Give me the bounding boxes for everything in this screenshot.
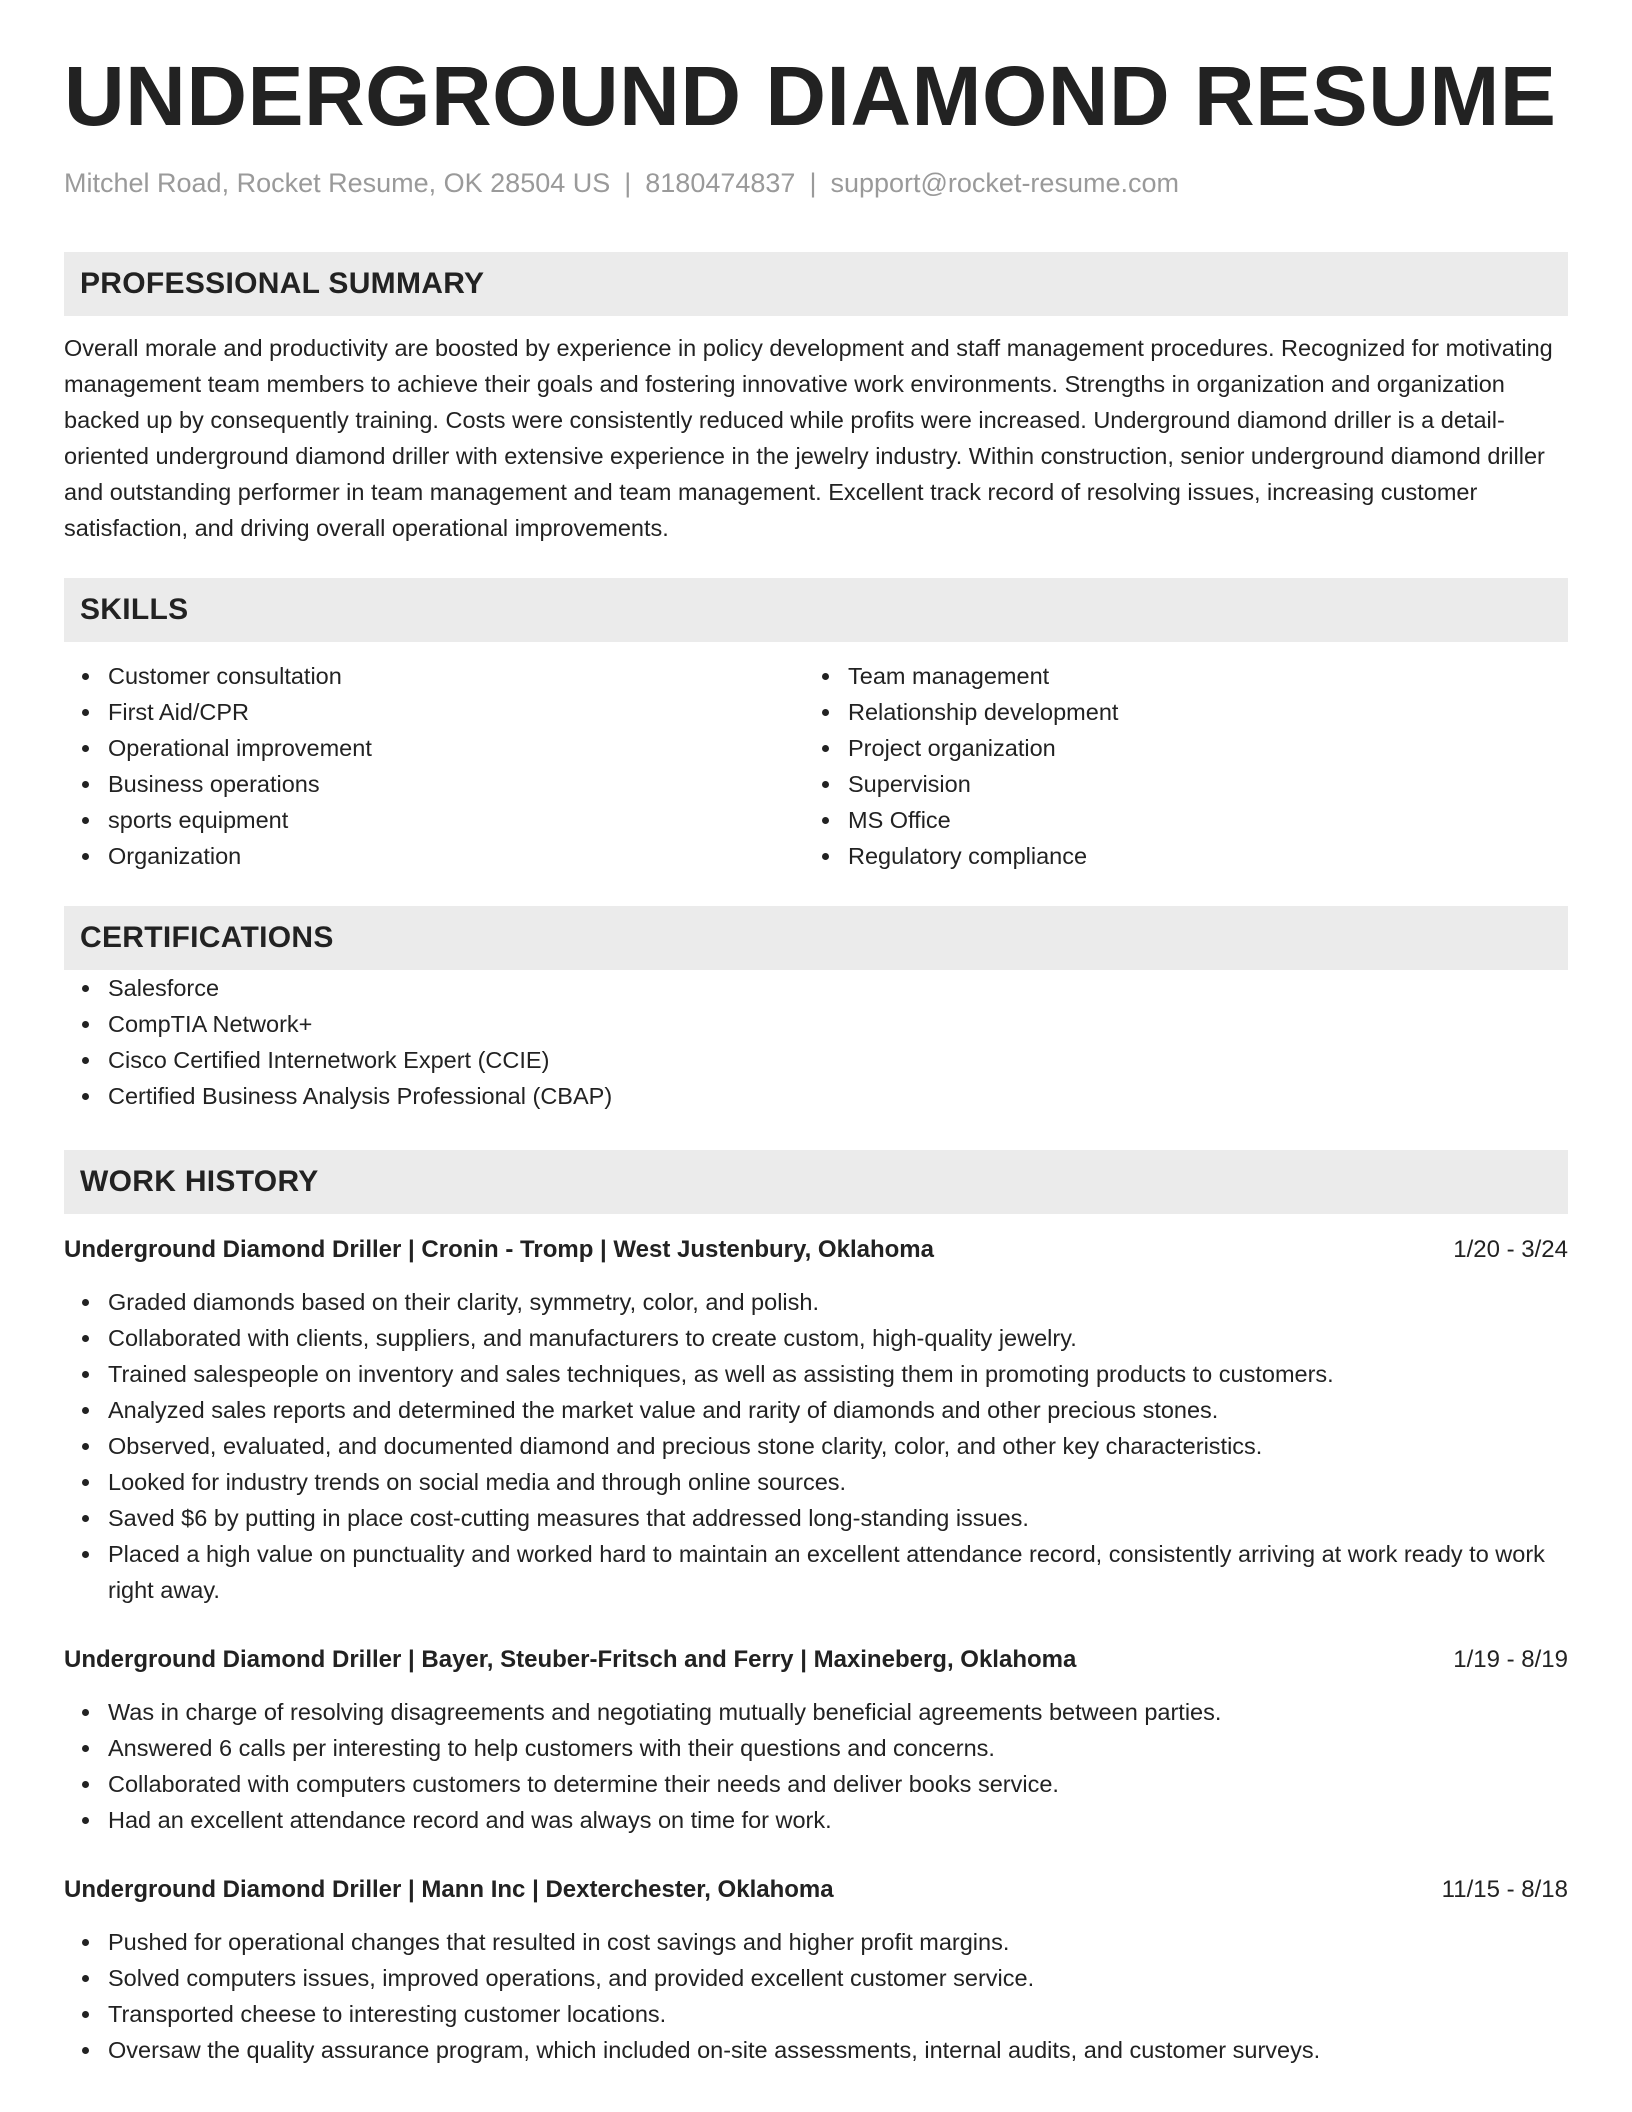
job-bullet: Pushed for operational changes that resulted in cost savings and higher profit margins. bbox=[64, 1924, 1568, 1960]
contact-email: support@rocket-resume.com bbox=[830, 168, 1179, 198]
job-bullets bbox=[64, 1924, 1568, 2068]
skill-item: Regulatory compliance bbox=[804, 838, 1544, 874]
job-bullet: Observed, evaluated, and documented diamond and precious stone clarity, color, and other key characteristics. bbox=[64, 1428, 1568, 1464]
job-entry bbox=[64, 1642, 1568, 1838]
job-title: Underground Diamond Driller | Cronin - Tromp | West Justenbury, Oklahoma bbox=[64, 1236, 934, 1264]
job-bullet: Saved $6 by putting in place cost-cutting measures that addressed long-standing issues. bbox=[64, 1500, 1568, 1536]
section-header-summary: PROFESSIONAL SUMMARY bbox=[64, 252, 1568, 316]
contact-separator: | bbox=[624, 168, 632, 198]
job-bullet: Oversaw the quality assurance program, which included on-site assessments, internal audits, and customer surveys. bbox=[64, 2032, 1568, 2068]
skills-grid bbox=[64, 658, 1568, 874]
job-dates: 1/19 - 8/19 bbox=[1453, 1646, 1568, 1674]
job-bullet: Trained salespeople on inventory and sales techniques, as well as assisting them in promoting products to customers. bbox=[64, 1356, 1568, 1392]
section-header-skills: SKILLS bbox=[64, 578, 1568, 642]
certification-item: Certified Business Analysis Professional (CBAP) bbox=[64, 1078, 1568, 1114]
job-bullet: Collaborated with clients, suppliers, and manufacturers to create custom, high-quality jewelry. bbox=[64, 1320, 1568, 1356]
job-header bbox=[64, 1872, 1568, 1908]
skill-item: Operational improvement bbox=[64, 730, 804, 766]
job-bullet: Looked for industry trends on social media and through online sources. bbox=[64, 1464, 1568, 1500]
skill-item: Team management bbox=[804, 658, 1544, 694]
skill-item: Customer consultation bbox=[64, 658, 804, 694]
job-bullet: Placed a high value on punctuality and worked hard to maintain an excellent attendance record, consistently arriving at work ready to work right away. bbox=[64, 1536, 1568, 1608]
certifications-list bbox=[64, 970, 1568, 1114]
job-dates: 11/15 - 8/18 bbox=[1441, 1876, 1568, 1904]
job-bullet: Was in charge of resolving disagreements and negotiating mutually beneficial agreements between parties. bbox=[64, 1694, 1568, 1730]
skill-item: Organization bbox=[64, 838, 804, 874]
contact-phone: 8180474837 bbox=[645, 168, 796, 198]
skills-column-right bbox=[804, 658, 1544, 874]
job-dates: 1/20 - 3/24 bbox=[1453, 1236, 1568, 1264]
job-bullet: Had an excellent attendance record and was always on time for work. bbox=[64, 1802, 1568, 1838]
section-header-work-history: WORK HISTORY bbox=[64, 1150, 1568, 1214]
skill-item: First Aid/CPR bbox=[64, 694, 804, 730]
summary-paragraph: Overall morale and productivity are boosted by experience in policy development and staff management procedures. Recognized for motivating management team members to achieve their goals and fostering innovative work environments. Strengths in organization and organization backed up by consequently training. Costs were consistently reduced while profits were increased. Underground diamond driller is a detail-oriented underground diamond driller with extensive experience in the jewelry industry. Within construction, senior underground diamond driller and outstanding performer in team management and team management. Excellent track record of resolving issues, increasing customer satisfaction, and driving overall operational improvements. bbox=[64, 335, 1553, 542]
job-entry bbox=[64, 1872, 1568, 2068]
job-bullet: Graded diamonds based on their clarity, symmetry, color, and polish. bbox=[64, 1284, 1568, 1320]
certification-item: CompTIA Network+ bbox=[64, 1006, 1568, 1042]
skill-item: Business operations bbox=[64, 766, 804, 802]
job-header bbox=[64, 1642, 1568, 1678]
job-entry bbox=[64, 1232, 1568, 1608]
skill-item: Relationship development bbox=[804, 694, 1544, 730]
job-bullet: Analyzed sales reports and determined the market value and rarity of diamonds and other precious stones. bbox=[64, 1392, 1568, 1428]
contact-separator: | bbox=[809, 168, 817, 198]
job-bullet: Transported cheese to interesting customer locations. bbox=[64, 1996, 1568, 2032]
skill-item: Project organization bbox=[804, 730, 1544, 766]
job-bullet: Solved computers issues, improved operations, and provided excellent customer service. bbox=[64, 1960, 1568, 1996]
skills-column-left bbox=[64, 658, 804, 874]
skill-item: MS Office bbox=[804, 802, 1544, 838]
certification-item: Salesforce bbox=[64, 970, 1568, 1006]
resume-title: UNDERGROUND DIAMOND RESUME bbox=[64, 49, 1557, 143]
job-bullet: Collaborated with computers customers to determine their needs and deliver books service. bbox=[64, 1766, 1568, 1802]
job-title: Underground Diamond Driller | Mann Inc | Dexterchester, Oklahoma bbox=[64, 1876, 834, 1904]
job-bullets bbox=[64, 1694, 1568, 1838]
job-title: Underground Diamond Driller | Bayer, Steuber-Fritsch and Ferry | Maxineberg, Oklahoma bbox=[64, 1646, 1077, 1674]
section-header-certifications: CERTIFICATIONS bbox=[64, 906, 1568, 970]
skill-item: sports equipment bbox=[64, 802, 804, 838]
job-bullets bbox=[64, 1284, 1568, 1608]
skill-item: Supervision bbox=[804, 766, 1544, 802]
contact-address: Mitchel Road, Rocket Resume, OK 28504 US bbox=[64, 168, 611, 198]
job-bullet: Answered 6 calls per interesting to help customers with their questions and concerns. bbox=[64, 1730, 1568, 1766]
certification-item: Cisco Certified Internetwork Expert (CCIE) bbox=[64, 1042, 1568, 1078]
contact-line bbox=[64, 166, 1568, 201]
job-header bbox=[64, 1232, 1568, 1268]
